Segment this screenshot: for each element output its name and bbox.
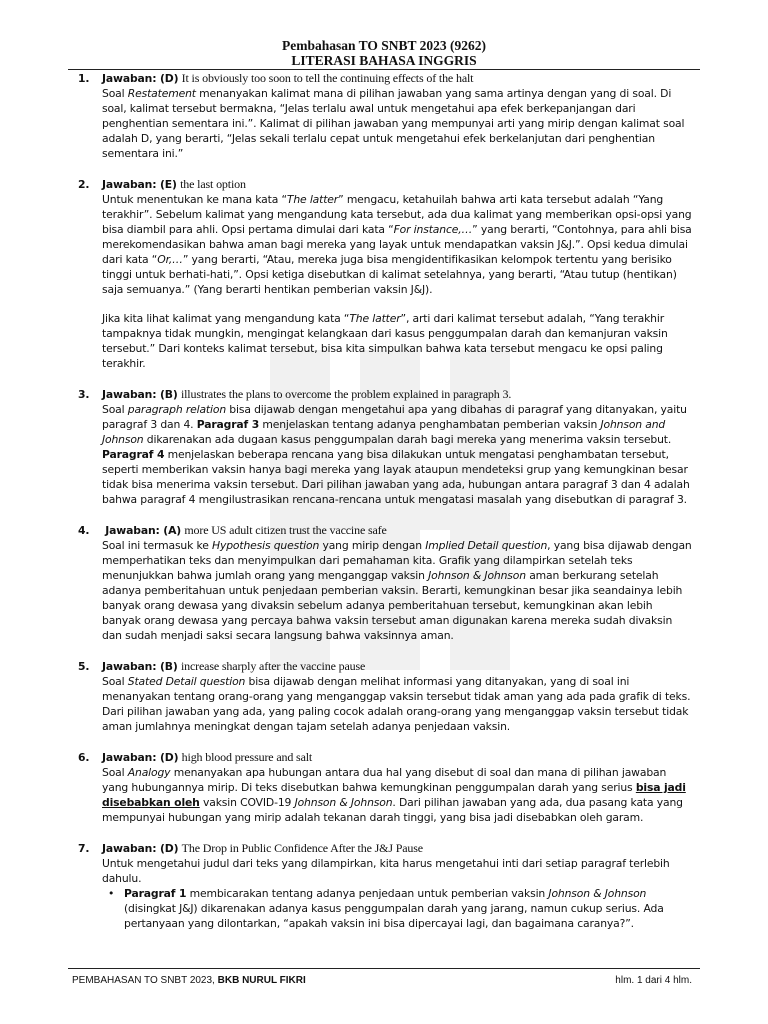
item-number: 3. [78,388,90,401]
answer-line [102,523,694,538]
answer-item-7 [72,841,694,931]
explanation: Untuk mengetahui judul dari teks yang dilampirkan, kita harus mengetahui inti dari setiap paragraf terlebih dahulu. [102,857,670,885]
document-header [0,38,768,68]
answer-line [102,659,694,674]
item-number: 1. [78,72,90,85]
answer-text: increase sharply after the vaccine pause [180,659,366,673]
explanation: Jika kita lihat kalimat yang mengandung kata “The latter”, arti dari kalimat tersebut adalah, “Yang terakhir tampaknya tidak mungkin, mengingat kelangkaan dari kasus penggumpalan darah dan kemanjuran vaksin tersebut.” Dari konteks kalimat tersebut, bisa kita simpulkan bahwa kata tersebut mengacu ke opsi paling terakhir. [102,312,668,370]
bullet-icon: • [108,887,115,900]
explanation: Soal ini termasuk ke Hypothesis question yang mirip dengan Implied Detail question, yang bisa dijawab dengan memperhatikan teks dan menyimpulkan dari pemahaman kita. Grafik yang dilampirkan setelah teks menunjukkan bahwa jumlah orang yang menganggap vaksin Johnson & Johnson aman berkurang setelah adanya pemberitahuan untuk penjedaan pemberian vaksin. Berarti, kemungkinan besar jika seandainya lebih banyak orang dewasa yang divaksin sebelum adanya pemberitahuan tersebut, kemungkinan akan lebih banyak orang dewasa yang percaya bahwa vaksin tersebut aman digunakan karena mereka sudah divaksin dan sudah menjadi saksi secara langsung bahwa vaksinnya aman. [102,539,692,642]
header-subtitle: LITERASI BAHASA INGGRIS [291,53,477,68]
explanation: Untuk menentukan ke mana kata “The latter” mengacu, ketahuilah bahwa arti kata tersebut adalah “Yang terakhir”. Sebelum kalimat yang mengandung kata tersebut, ada dua kalimat yang memberikan opsi-opsi yang bisa diambil para ahli. Opsi pertama dimulai dari kata “For instance,…” yang berarti, “Contohnya, para ahli bisa merekomendasikan bahwa aman bagi mereka yang layak untuk mendapatkan vaksin J&J.”. Opsi kedua dimulai dari kata “Or,…” yang berarti, “Atau, mereka juga bisa mengidentifikasikan kelompok tertentu yang berisiko tinggi untuk berhati-hati,”. Opsi ketiga disebutkan di kalimat setelahnya, yang berarti, “Atau tutup (hentikan) saja semuanya.” (Yang berarti hentikan pemberian vaksin J&J). [102,193,692,296]
answer-item-1 [72,71,694,161]
answer-label: Jawaban: (E) [102,178,177,191]
footer-divider [68,968,700,969]
answer-label: Jawaban: (B) [102,388,178,401]
answer-text: illustrates the plans to overcome the problem explained in paragraph 3. [180,387,512,401]
answer-line [102,71,694,86]
answer-item-5 [72,659,694,734]
answer-text: It is obviously too soon to tell the continuing effects of the halt [181,71,474,85]
answer-list [72,71,694,947]
explanation: Soal paragraph relation bisa dijawab dengan mengetahui apa yang dibahas di paragraf yang ditanyakan, yaitu paragraf 3 dan 4. Paragraf 3 menjelaskan tentang adanya penghambatan pemberian vaksin Johnson and Johnson dikarenakan ada dugaan kasus penggumpalan darah bagi mereka yang menerima vaksin tersebut. Paragraf 4 menjelaskan beberapa rencana yang bisa dilakukan untuk mengatasi penghambatan tersebut, seperti memberikan vaksin hanya bagi mereka yang layak ataupun mendeteksi grup yang kemungkinan besar tidak bisa menerima vaksin tersebut. Dari pilihan jawaban yang ada, hubungan antara paragraf 3 dan 4 adalah bahwa paragraf 4 mengilustrasikan rencana-rencana untuk mengatasi masalah yang disebutkan di paragraf 3. [102,403,690,506]
document-footer [72,975,692,986]
answer-label: Jawaban: (B) [102,660,178,673]
item-number: 4. [78,524,90,537]
answer-text: the last option [180,177,246,191]
explanation: Soal Restatement menanyakan kalimat mana di pilihan jawaban yang sama artinya dengan yang di soal. Di soal, kalimat tersebut bermakna, “Jelas terlalu awal untuk mengetahui apa efek berkepanjangan dari penghentian sementara ini.”. Kalimat di pilihan jawaban yang mempunyai arti yang mirip dengan kalimat soal adalah D, yang berarti, “Jelas sekali terlalu cepat untuk mengetahui efek berkelanjutan dari penghentian sementara ini.” [102,87,685,160]
answer-line [102,841,694,856]
answer-label: Jawaban: (A) [105,524,182,537]
answer-item-4 [72,523,694,643]
answer-text: The Drop in Public Confidence After the J&J Pause [181,841,423,855]
item-number: 5. [78,660,90,673]
answer-line [102,750,694,765]
answer-line [102,177,694,192]
answer-label: Jawaban: (D) [102,751,179,764]
bullet-paragraph-1: • Paragraf 1 membicarakan tentang adanya penjedaan untuk pemberian vaksin Johnson & Johnson (disingkat J&J) dikarenakan adanya kasus penggumpalan darah yang jarang, namun cukup serius. Ada pertanyaan yang dilontarkan, “apakah vaksin ini bisa dipercayai lagi, dan bagaimana caranya?”. [108,887,664,930]
header-divider [68,69,700,70]
answer-label: Jawaban: (D) [102,72,179,85]
page-number: hlm. 1 dari 4 hlm. [615,975,692,986]
answer-line [102,387,694,402]
answer-text: high blood pressure and salt [181,750,313,764]
explanation: Soal Stated Detail question bisa dijawab dengan melihat informasi yang ditanyakan, yang di soal ini menanyakan tentang orang-orang yang menganggap vaksin tersebut tidak aman yang ada pada grafik di teks. Dari pilihan jawaban yang ada, yang paling cocok adalah orang-orang yang menganggap vaksin tersebut tidak aman jumlahnya meningkat dengan tajam setelah adanya penjedaan vaksin. [102,675,691,733]
answer-item-2 [72,177,694,371]
answer-item-6 [72,750,694,825]
explanation: Soal Analogy menanyakan apa hubungan antara dua hal yang disebut di soal dan mana di pilihan jawaban yang hubungannya mirip. Di teks disebutkan bahwa kemungkinan penggumpalan darah yang serius bisa jadi disebabkan oleh vaksin COVID-19 Johnson & Johnson. Dari pilihan jawaban yang ada, dua pasang kata yang mempunyai hubungan yang mirip adalah tekanan darah tinggi, yang bisa jadi disebabkan oleh garam. [102,766,686,824]
header-title: Pembahasan TO SNBT 2023 (9262) [281,38,487,53]
answer-item-3 [72,387,694,507]
footer-left: PEMBAHASAN TO SNBT 2023, BKB NURUL FIKRI [72,975,306,986]
item-number: 7. [78,842,90,855]
answer-text: more US adult citizen trust the vaccine safe [184,523,387,537]
answer-label: Jawaban: (D) [102,842,179,855]
item-number: 2. [78,178,90,191]
item-number: 6. [78,751,90,764]
